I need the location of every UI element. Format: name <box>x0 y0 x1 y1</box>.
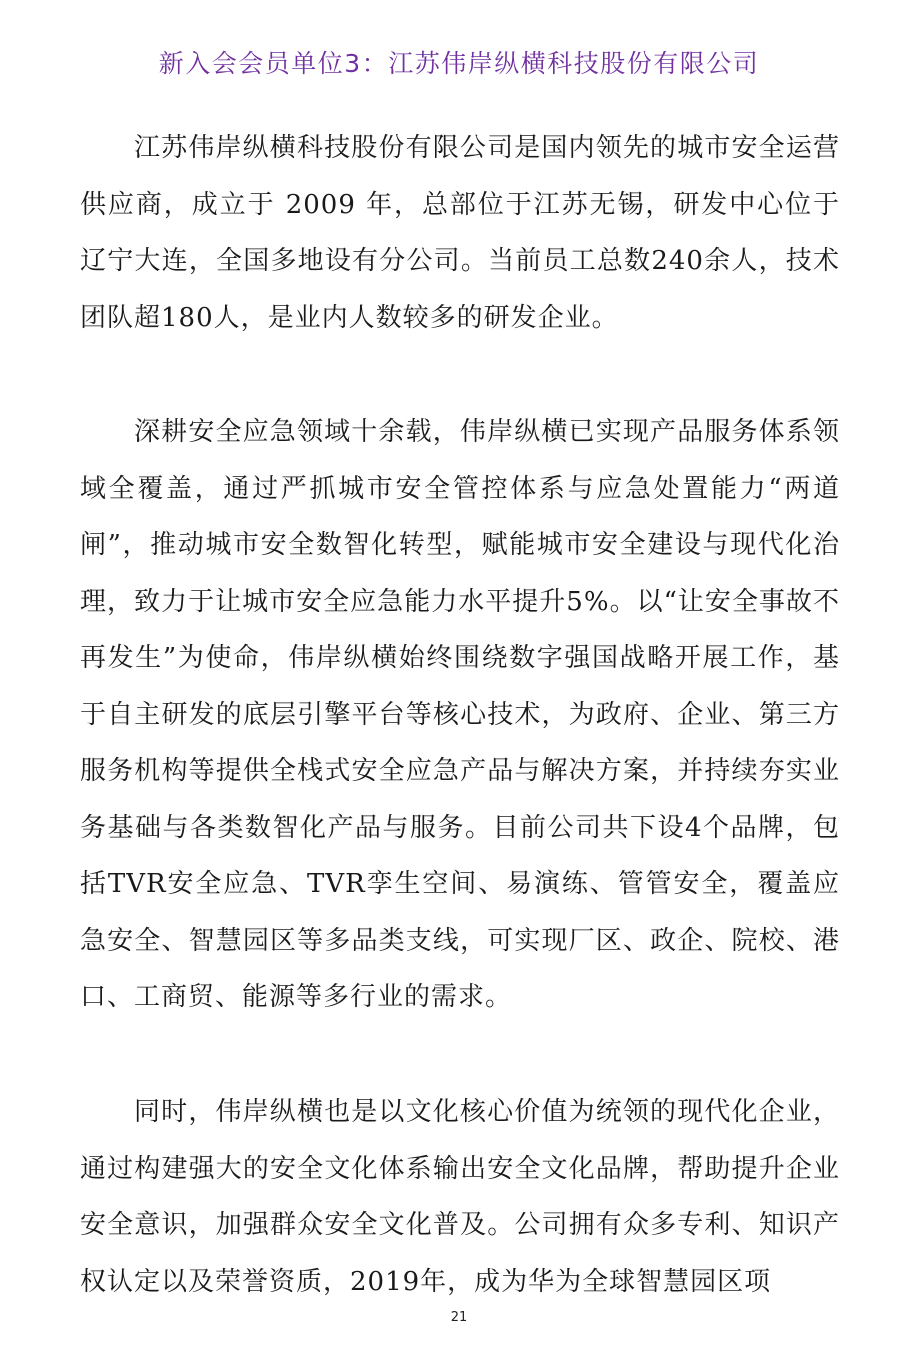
section-title: 新入会会员单位3：江苏伟岸纵横科技股份有限公司 <box>158 49 760 78</box>
paragraph-culture: 同时，伟岸纵横也是以文化核心价值为统领的现代化企业，通过构建强大的安全文化体系输出安全文化品牌，帮助提升企业安全意识，加强群众安全文化普及。公司拥有众多专利、知识产权认定以及荣誉资质，2019年，成为华为全球智慧园区项 <box>80 1097 840 1297</box>
paragraph-company-intro: 江苏伟岸纵横科技股份有限公司是国内领先的城市安全运营供应商，成立于 2009 年，总部位于江苏无锡，研发中心位于辽宁大连，全国多地设有分公司。当前员工总数240余人，技术团队超180人，是业内人数较多的研发企业。 <box>80 133 840 333</box>
paragraph-business-overview: 深耕安全应急领域十余载，伟岸纵横已实现产品服务体系领域全覆盖，通过严抓城市安全管控体系与应急处置能力“两道闸”，推动城市安全数智化转型，赋能城市安全建设与现代化治理，致力于让城市安全应急能力水平提升5%。以“让安全事故不再发生”为使命，伟岸纵横始终围绕数字强国战略开展工作，基于自主研发的底层引擎平台等核心技术，为政府、企业、第三方服务机构等提供全栈式安全应急产品与解决方案，并持续夯实业务基础与各类数智化产品与服务。目前公司共下设4个品牌，包括TVR安全应急、TVR孪生空间、易演练、管管安全，覆盖应急安全、智慧园区等多品类支线，可实现厂区、政企、院校、港口、工商贸、能源等多行业的需求。 <box>80 417 840 1012</box>
page-number: 21 <box>450 1310 468 1325</box>
